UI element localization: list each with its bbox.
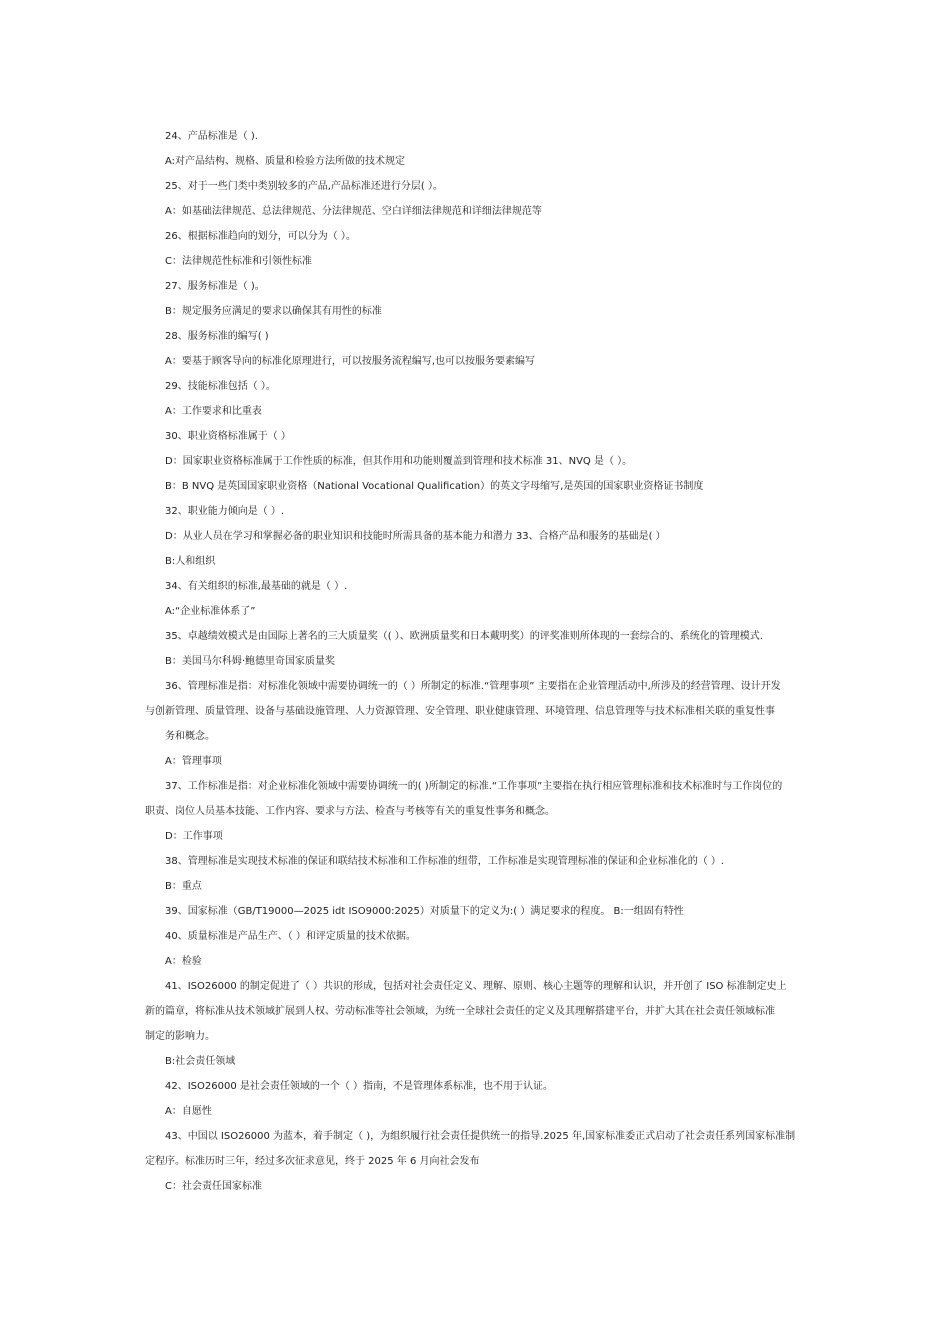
text-line: A:“企业标准体系了” [165,606,256,617]
text-line: 35、卓越绩效模式是由国际上著名的三大质量奖（( ）、欧洲质量奖和日本戴明奖）的评奖准则所体现的一套综合的、系统化的管理模式. [165,631,763,642]
text-line: 与创新管理、质量管理、设备与基础设施管理、人力资源管理、安全管理、职业健康管理、环境管理、信息管理等与技术标准相关联的重复性事 [145,706,775,717]
text-line: A：自愿性 [165,1106,212,1117]
text-line: 30、职业资格标准属于（ ） [165,431,291,442]
text-line: A：要基于顾客导向的标准化原理进行，可以按服务流程编写,也可以按服务要素编写 [165,356,536,367]
text-line: B：B NVQ 是英国国家职业资格（National Vocational Qualification）的英文字母缩写,是英国的国家职业资格证书制度 [165,481,704,492]
text-line: 41、ISO26000 的制定促进了（ ）共识的形成，包括对社会责任定义、理解、原则、核心主题等的理解和认识，并开创了 ISO 标准制定史上 [165,981,787,992]
text-line: A:对产品结构、规格、质量和检验方法所做的技术规定 [165,156,406,167]
text-line: A：如基础法律规范、总法律规范、分法律规范、空白详细法律规范和详细法律规范等 [165,206,542,217]
text-line: A：管理事项 [165,756,222,767]
text-line: D：国家职业资格标准属于工作性质的标准，但其作用和功能则覆盖到管理和技术标准 31、NVQ 是（ ）。 [165,456,633,467]
text-line: 新的篇章，将标准从技术领域扩展到人权、劳动标准等社会领域，为统一全球社会责任的定义及其理解搭建平台，并扩大其在社会责任领域标准 [145,1006,775,1017]
text-line: A：检验 [165,956,202,967]
text-line: B:社会责任领域 [165,1056,236,1067]
text-line: 25、对于一些门类中类别较多的产品,产品标准还进行分层( ）。 [165,181,443,192]
text-line: 27、服务标准是（ )。 [165,281,265,292]
text-line: D：工作事项 [165,831,223,842]
text-line: B:人和组织 [165,556,216,567]
text-line: 29、技能标准包括（ ）。 [165,381,276,392]
text-line: 定程序。标准历时三年，经过多次征求意见，终于 2025 年 6 月向社会发布 [145,1156,480,1167]
text-line: B：美国马尔科姆·鲍德里奇国家质量奖 [165,656,336,667]
text-line: 34、有关组织的标准,最基础的就是（ ）. [165,581,348,592]
text-line: B：重点 [165,881,202,892]
text-line: 28、服务标准的编写( ) [165,331,269,342]
text-line: C：社会责任国家标准 [165,1181,262,1192]
text-line: 42、ISO26000 是社会责任领域的一个（ ）指南，不是管理体系标准，也不用于认证。 [165,1081,554,1092]
text-line: 36、管理标准是指：对标准化领域中需要协调统一的（ ）所制定的标准.“管理事项” 主要指在企业管理活动中,所涉及的经营管理、设计开发 [165,681,781,692]
text-line: 24、产品标准是（ ). [165,131,258,142]
text-line: 务和概念。 [165,731,215,742]
text-line: 43、中国以 ISO26000 为蓝本，着手制定（ )，为组织履行社会责任提供统一的指导.2025 年,国家标准委正式启动了社会责任系列国家标准制 [165,1131,796,1142]
text-line: 39、国家标准（GB/T19000—2025 idt ISO9000:2025）对质量下的定义为:( ）满足要求的程度。 B:一组固有特性 [165,906,684,917]
text-line: 职责、岗位人员基本技能、工作内容、要求与方法、检查与考核等有关的重复性事务和概念。 [145,806,555,817]
text-line: 26、根据标准趋向的划分，可以分为（ ）。 [165,231,356,242]
text-line: 40、质量标准是产品生产、（ ）和评定质量的技术依据。 [165,931,416,942]
text-line: A：工作要求和比重表 [165,406,262,417]
text-line: 32、职业能力倾向是（ ）. [165,506,285,517]
text-line: D：从业人员在学习和掌握必备的职业知识和技能时所需具备的基本能力和潜力 33、合格产品和服务的基础是( ） [165,531,666,542]
text-line: 37、工作标准是指：对企业标准化领域中需要协调统一的( )所制定的标准.“工作事项”主要指在执行相应管理标准和技术标准时与工作岗位的 [165,781,783,792]
text-line: B：规定服务应满足的要求以确保其有用性的标准 [165,306,382,317]
text-line: C：法律规范性标准和引领性标准 [165,256,312,267]
text-line: 制定的影响力。 [145,1031,215,1042]
text-line: 38、管理标准是实现技术标准的保证和联结技术标准和工作标准的纽带，工作标准是实现管理标准的保证和企业标准化的（ ）. [165,856,725,867]
